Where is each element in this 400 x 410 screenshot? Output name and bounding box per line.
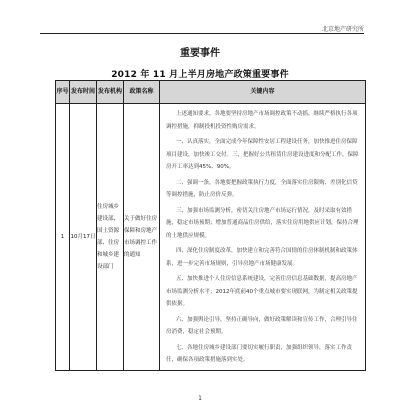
column-header-date: 发布时间 bbox=[70, 81, 97, 104]
page-number: 1 bbox=[198, 395, 202, 402]
content-paragraph: 三、加强市场监测分析，密切关注房地产市场运行情况，及时采取有效措施，稳定市场预期；增加普通商品住房供给，落实住房用地供应计划，保持合理的土地供应规模。 bbox=[166, 207, 359, 239]
content-paragraph: 四、深化住房制度改革，加快建立和完善符合国情的住房体制机制和政策体系，进一步完善市场规则，引导房地产市场健康发展。 bbox=[166, 248, 358, 267]
section-title: 重要事件 bbox=[180, 48, 220, 59]
table-row bbox=[56, 104, 366, 371]
column-header-agency: 发布机构 bbox=[97, 81, 124, 104]
content-paragraph: 上述通知要求，各地要坚持房地产市场调控政策不动摇，继续严格执行各项调控措施，抑制投机投资性购房需求。 bbox=[166, 111, 358, 130]
row-policy-name: 关于做好住房保障和房地产市场调控工作的通知 bbox=[124, 104, 160, 371]
content-paragraph: 一、认真落实，全面完成今年保障性安居工程建设任务，加快推进住房保障项目建设，加快竣工交付。三，把握好公共租赁住房建设进度和分配工作，保障房开工率达到45%、90%。 bbox=[166, 139, 359, 170]
row-agency: 住房城乡建设部、国土资源部、住房和城乡建设部门 bbox=[97, 104, 124, 371]
content-paragraph: 五、加快推进个人住房信息系统建设，完善住房信息基础数据，提高房地产市场监测分析水平；2012年底前40个重点城市要实现联网，为制定相关政策提供依据。 bbox=[166, 276, 358, 307]
policy-events-table bbox=[55, 80, 366, 371]
column-header-policy: 政策名称 bbox=[124, 81, 160, 104]
document-title: 2012 年 11 月上半月房地产政策重要事件 bbox=[111, 70, 289, 80]
row-index: 1 bbox=[56, 104, 70, 371]
running-head: 北京地产研究所 bbox=[321, 26, 364, 33]
content-paragraph: 七、各地住房城乡建设部门要切实履行职责，加强组织领导，落实工作责任，确保各项政策措施落到实处。 bbox=[166, 344, 353, 363]
column-header-content: 关键内容 bbox=[160, 81, 366, 104]
column-header-index: 序号 bbox=[56, 81, 70, 104]
content-paragraph: 二、强调一条，各地要把握政策执行力度，全面落实住房限购、差别化信贷等调控措施，防止房价反弹。 bbox=[166, 179, 358, 198]
table-header-row bbox=[56, 81, 366, 104]
header-rule bbox=[40, 33, 364, 34]
content-paragraph: 六、加强舆论引导，坚持正确导向，做好政策解读和宣传工作，合理引导住房消费，稳定社会预期。 bbox=[166, 316, 358, 335]
row-date: 10月17日 bbox=[70, 104, 97, 371]
row-key-content bbox=[160, 104, 366, 371]
